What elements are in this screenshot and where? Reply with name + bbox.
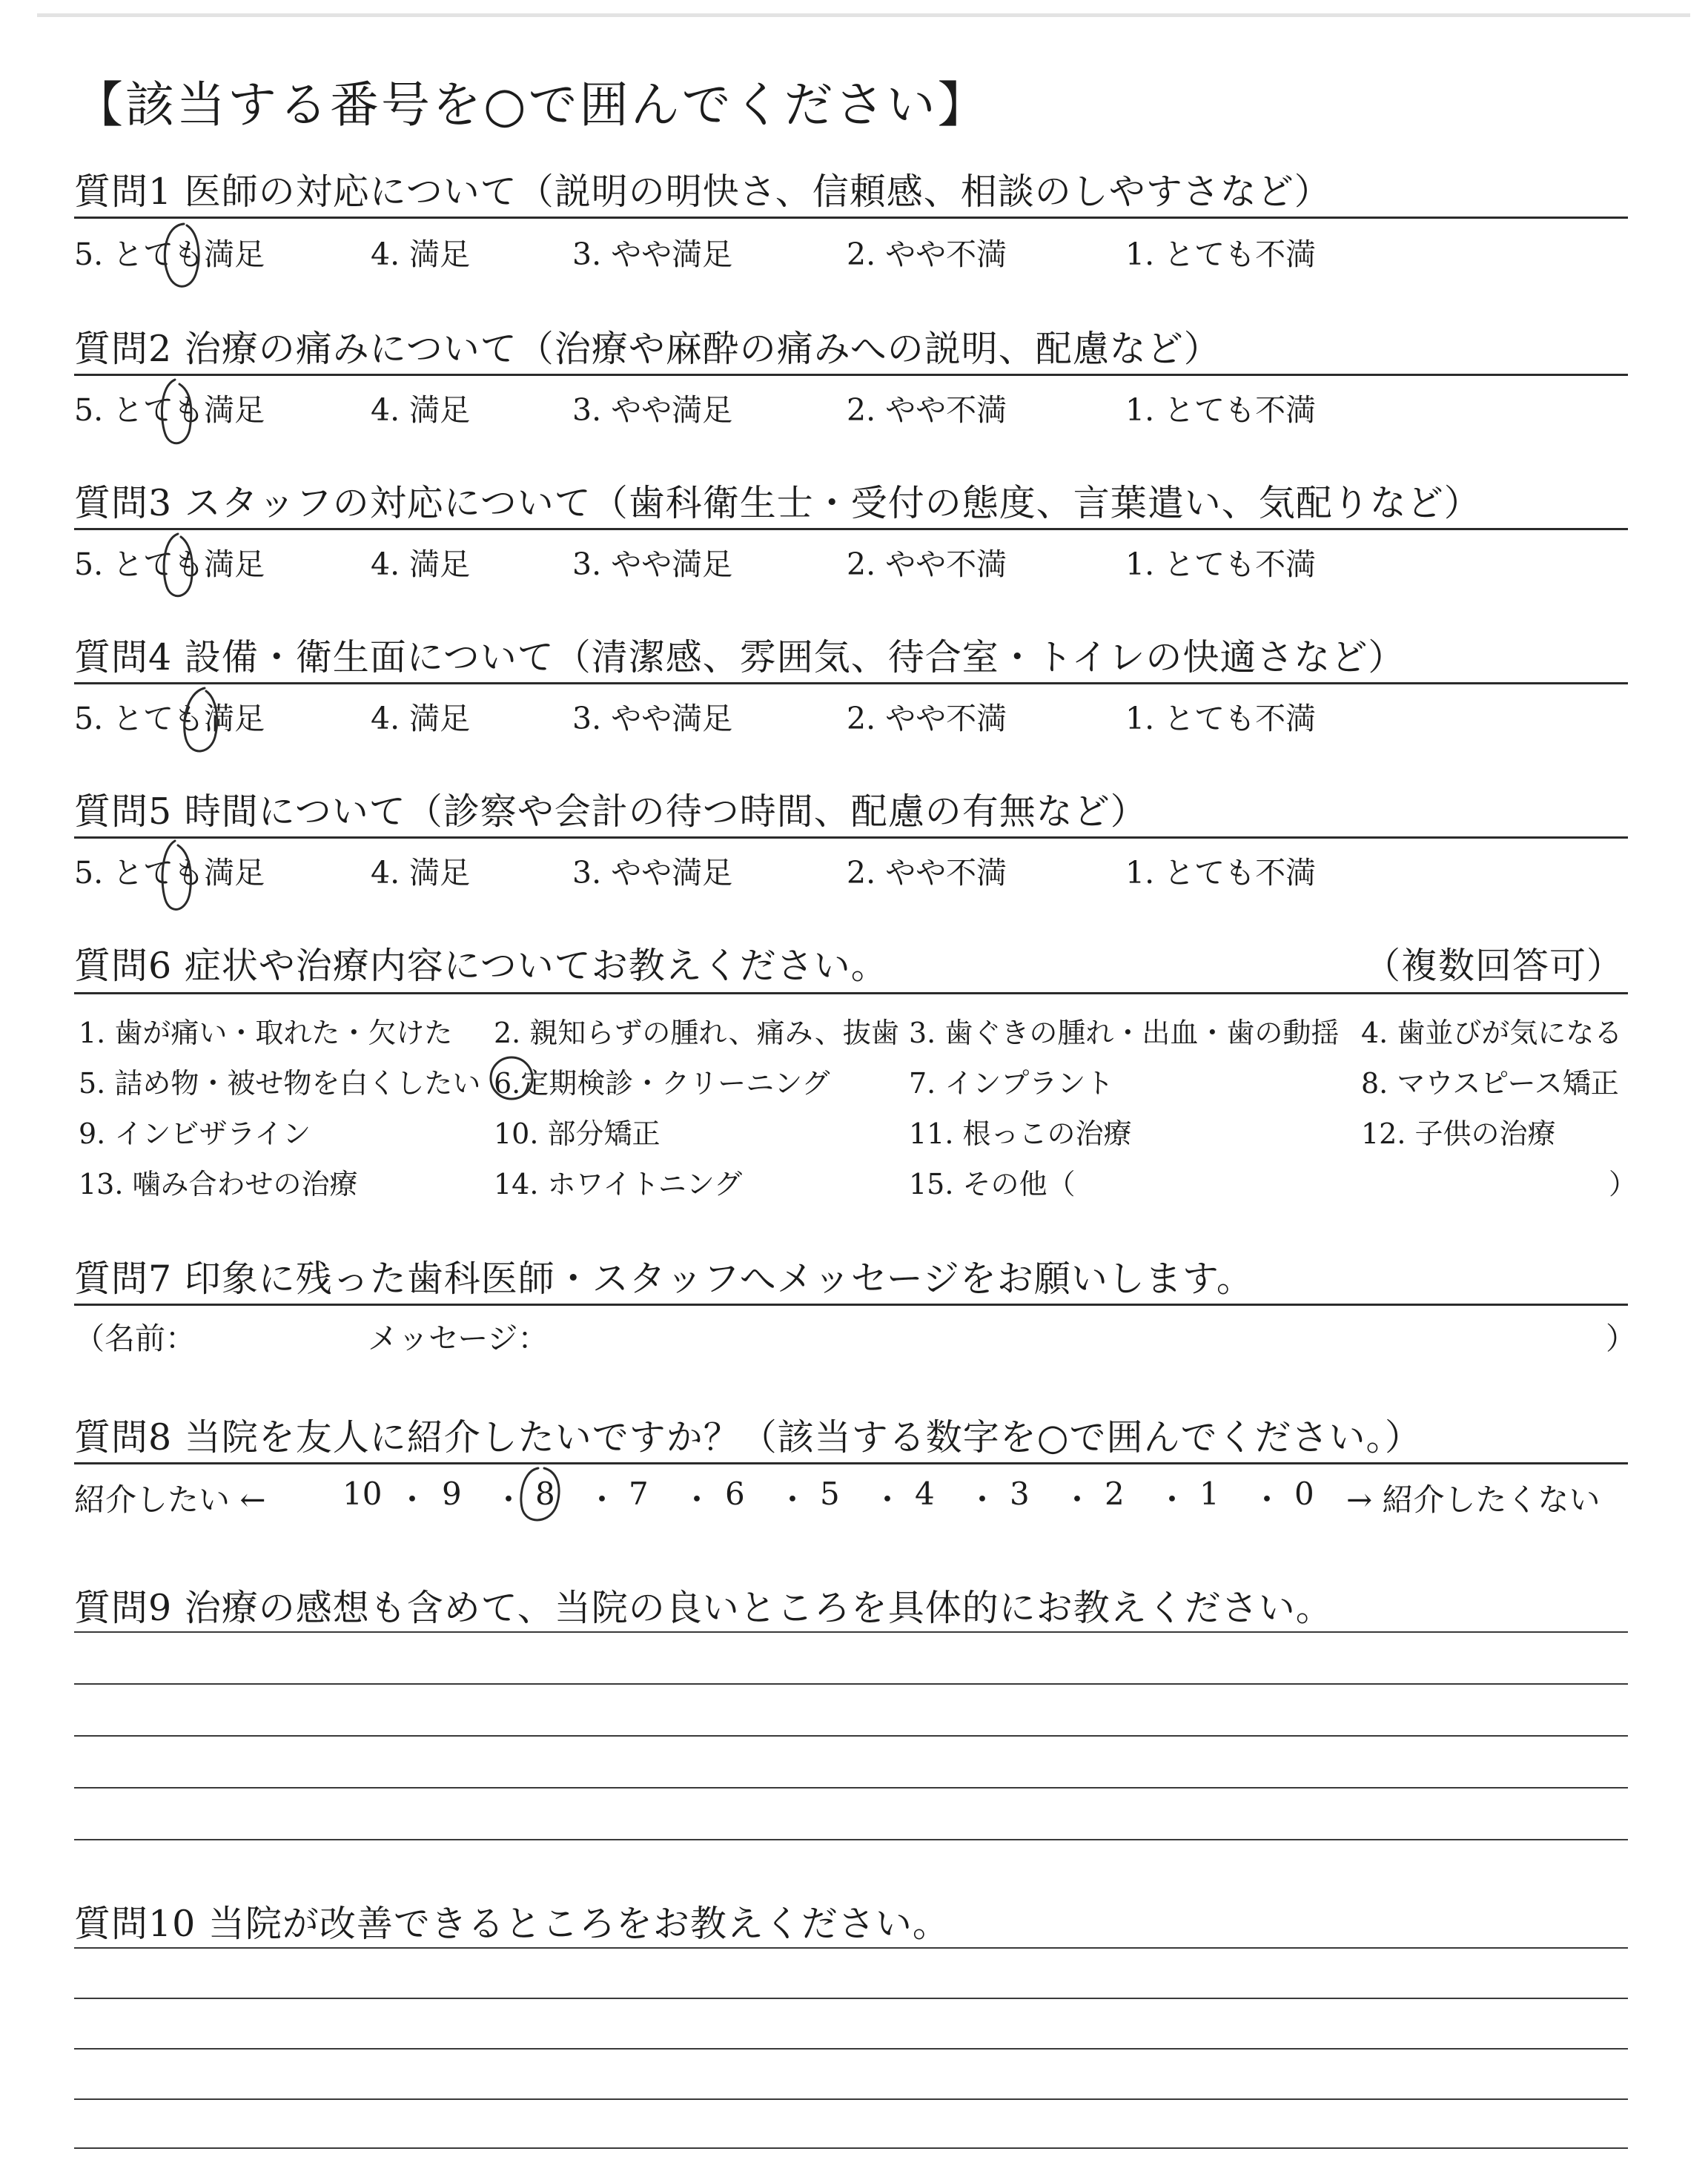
q8-scale-8[interactable]: 8 <box>535 1476 555 1512</box>
q8-scale-5[interactable]: 5 <box>820 1476 840 1512</box>
q8-right-label: → 紹介したくない <box>1346 1482 1601 1518</box>
q8-scale-3[interactable]: 3 <box>1010 1476 1030 1512</box>
q5-option-1[interactable]: 1. とても不満 <box>1125 855 1317 891</box>
q6-item-14[interactable]: 14. ホワイトニング <box>494 1168 743 1200</box>
q1-option-1[interactable]: 1. とても不満 <box>1125 237 1317 272</box>
q2-option-2[interactable]: 2. やや不満 <box>847 392 1007 428</box>
question-6-label: 質問6 症状や治療内容についてお教えください。 <box>74 945 888 987</box>
q8-scale-6[interactable]: 6 <box>725 1476 745 1512</box>
q8-scale-separator: ・ <box>397 1482 428 1518</box>
q8-scale-2[interactable]: 2 <box>1105 1476 1125 1512</box>
q6-item-9[interactable]: 9. インビザライン <box>79 1117 311 1150</box>
q8-scale-separator: ・ <box>967 1482 999 1518</box>
scan-top-edge <box>37 13 1690 17</box>
question-4-label: 質問4 設備・衛生面について（清潔感、雰囲気、待合室・トイレの快適さなど） <box>74 636 1406 678</box>
q10-answer-line-2[interactable] <box>74 1998 1628 1999</box>
q6-item-13[interactable]: 13. 噛み合わせの治療 <box>79 1168 358 1200</box>
question-2-label: 質問2 治療の痛みについて（治療や麻酔の痛みへの説明、配慮など） <box>74 328 1221 370</box>
question-5-label: 質問5 時間について（診察や会計の待つ時間、配慮の有無など） <box>74 790 1148 833</box>
q1-option-4[interactable]: 4. 満足 <box>371 237 471 272</box>
q8-scale-10[interactable]: 10 <box>342 1476 383 1512</box>
q2-option-3[interactable]: 3. やや満足 <box>572 392 733 428</box>
q8-scale-separator: ・ <box>872 1482 904 1518</box>
question-4-rule <box>74 682 1628 684</box>
q4-option-1[interactable]: 1. とても不満 <box>1125 701 1317 736</box>
q6-item-12[interactable]: 12. 子供の治療 <box>1361 1117 1556 1150</box>
q2-option-1[interactable]: 1. とても不満 <box>1125 392 1317 428</box>
question-8-rule <box>74 1462 1628 1464</box>
q1-option-3[interactable]: 3. やや満足 <box>572 237 733 272</box>
q6-item-8[interactable]: 8. マウスピース矯正 <box>1361 1067 1619 1100</box>
q5-option-2[interactable]: 2. やや不満 <box>847 855 1007 891</box>
q6-item-6[interactable]: 6.定期検診・クリーニング <box>494 1067 830 1100</box>
question-7-label: 質問7 印象に残った歯科医師・スタッフへメッセージをお願いします。 <box>74 1258 1254 1300</box>
q5-option-3[interactable]: 3. やや満足 <box>572 855 733 891</box>
q3-option-4[interactable]: 4. 満足 <box>371 546 471 582</box>
q9-answer-line-4[interactable] <box>74 1787 1628 1789</box>
q6-item-15[interactable]: 15. その他（ <box>909 1168 1076 1200</box>
q10-answer-line-3[interactable] <box>74 2048 1628 2050</box>
q6-item-10[interactable]: 10. 部分矯正 <box>494 1117 661 1150</box>
q4-option-4[interactable]: 4. 満足 <box>371 701 471 736</box>
q3-option-1[interactable]: 1. とても不満 <box>1125 546 1317 582</box>
q8-scale-7[interactable]: 7 <box>629 1476 649 1512</box>
q5-option-5[interactable]: 5. とても満足 <box>74 855 265 891</box>
q9-answer-line-1[interactable] <box>74 1631 1628 1633</box>
q3-option-2[interactable]: 2. やや不満 <box>847 546 1007 582</box>
q8-scale-separator: ・ <box>493 1482 525 1518</box>
q6-item-6-handwritten-circle <box>486 1053 538 1105</box>
q5-handwritten-circle <box>153 838 205 919</box>
question-8-label: 質問8 当院を友人に紹介したいですか？（該当する数字を○で囲んでください。） <box>74 1416 1423 1459</box>
q10-answer-line-4[interactable] <box>74 2098 1628 2100</box>
question-9-label: 質問9 治療の感想も含めて、当院の良いところを具体的にお教えください。 <box>74 1587 1333 1629</box>
q4-option-2[interactable]: 2. やや不満 <box>847 701 1007 736</box>
question-3-label: 質問3 スタッフの対応について（歯科衛生士・受付の態度、言葉遣い、気配りなど） <box>74 482 1481 524</box>
q6-item-15-close: ） <box>1609 1168 1638 1200</box>
q8-scale-9[interactable]: 9 <box>442 1476 462 1512</box>
question-1-rule <box>74 217 1628 219</box>
q3-option-5[interactable]: 5. とても満足 <box>74 546 265 582</box>
q9-answer-line-5[interactable] <box>74 1839 1628 1840</box>
q2-option-4[interactable]: 4. 満足 <box>371 392 471 428</box>
q8-scale-0[interactable]: 0 <box>1294 1476 1314 1512</box>
form-title: 【該当する番号を○で囲んでください】 <box>74 76 989 133</box>
q1-handwritten-circle <box>157 219 209 294</box>
q8-scale-separator: ・ <box>1062 1482 1093 1518</box>
q1-option-2[interactable]: 2. やや不満 <box>847 237 1007 272</box>
q8-scale-separator: ・ <box>1251 1482 1283 1518</box>
q8-scale-1[interactable]: 1 <box>1199 1476 1219 1512</box>
q8-scale-separator: ・ <box>1156 1482 1188 1518</box>
question-6-note: （複数回答可） <box>1364 945 1624 987</box>
question-2-rule <box>74 374 1628 376</box>
q6-item-5[interactable]: 5. 詰め物・被せ物を白くしたい <box>79 1067 481 1100</box>
question-3-rule <box>74 528 1628 530</box>
q6-item-11[interactable]: 11. 根っこの治療 <box>909 1117 1132 1150</box>
q6-item-2[interactable]: 2. 親知らずの腫れ、痛み、抜歯 <box>494 1017 899 1049</box>
q7-close-paren: ） <box>1606 1321 1636 1356</box>
q5-option-4[interactable]: 4. 満足 <box>371 855 471 891</box>
q8-scale-separator: ・ <box>777 1482 809 1518</box>
q1-option-5[interactable]: 5. とても満足 <box>74 237 265 272</box>
q10-answer-line-1[interactable] <box>74 1947 1628 1949</box>
q2-handwritten-circle <box>153 377 205 451</box>
q8-scale-4[interactable]: 4 <box>915 1476 935 1512</box>
q6-item-7[interactable]: 7. インプラント <box>909 1067 1114 1100</box>
q6-item-3[interactable]: 3. 歯ぐきの腫れ・出血・歯の動揺 <box>909 1017 1340 1049</box>
q6-item-1[interactable]: 1. 歯が痛い・取れた・欠けた <box>79 1017 453 1049</box>
question-5-rule <box>74 836 1628 839</box>
question-6-rule <box>74 992 1628 994</box>
q8-scale-separator: ・ <box>586 1482 618 1518</box>
q3-option-3[interactable]: 3. やや満足 <box>572 546 733 582</box>
q6-item-4[interactable]: 4. 歯並びが気になる <box>1361 1017 1623 1049</box>
q8-handwritten-circle <box>514 1465 566 1525</box>
q3-handwritten-circle <box>154 531 206 605</box>
q4-option-5[interactable]: 5. とても満足 <box>74 701 265 736</box>
q9-answer-line-3[interactable] <box>74 1735 1628 1737</box>
question-7-rule <box>74 1304 1628 1306</box>
q9-answer-line-2[interactable] <box>74 1683 1628 1685</box>
q8-scale-separator: ・ <box>681 1482 713 1518</box>
q7-name-label[interactable]: （名前： <box>74 1321 196 1356</box>
q4-handwritten-circle <box>175 685 227 759</box>
q10-answer-line-5[interactable] <box>74 2147 1628 2149</box>
q2-option-5[interactable]: 5. とても満足 <box>74 392 265 428</box>
question-1-label: 質問1 医師の対応について（説明の明快さ、信頼感、相談のしやすさなど） <box>74 171 1331 213</box>
question-10-label: 質問10 当院が改善できるところをお教えください。 <box>74 1903 950 1945</box>
q7-message-label[interactable]: メッセージ： <box>368 1321 549 1356</box>
q8-left-label: 紹介したい ← <box>74 1482 266 1518</box>
q4-option-3[interactable]: 3. やや満足 <box>572 701 733 736</box>
